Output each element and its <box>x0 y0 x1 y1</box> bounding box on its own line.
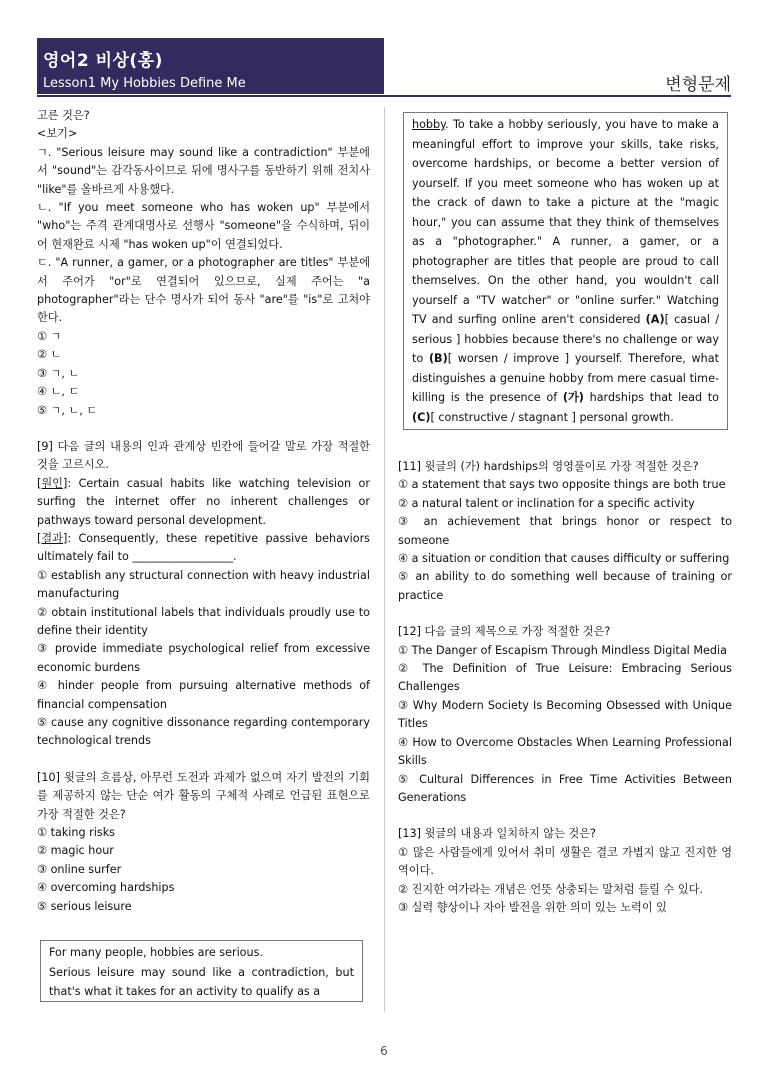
blank-a-choice: [ casual / serious ] hobbies because there's no challenge or way to <box>412 313 720 365</box>
q12-option: ④ How to Overcome Obstacles When Learning Professional Skills <box>398 735 732 768</box>
q9-option: ④ hinder people from pursuing alternative methods of financial compensation <box>37 679 370 711</box>
q8-option: ③ ㄱ, ㄴ <box>37 366 80 380</box>
bogi-label: <보기> <box>37 127 78 141</box>
passage-text: . To take a hobby seriously, you have to make a meaningful effort to improve your skills, take risks, overcome hardships, or become a better version of yourself. If you meet someone who has woken up at the crack of dawn to take a picture at the "magic hour," you can assume that they think of themselves as a "photographer." A runner, a gamer, or a photographer are titles that people are proud to call themselves. On the other hand, you wouldn't call yourself a "TV watcher" or "online surfer." Watching TV and surfing online aren't considered <box>412 118 719 326</box>
cause-label: [원인] <box>37 476 68 490</box>
result-text: : Consequently, these repetitive passive behaviors ultimately fail to __________________. <box>37 531 370 564</box>
q13-question: [13] 윗글의 내용과 일치하지 않는 것은? <box>398 827 596 841</box>
q9-question: [9] 다음 글의 내용의 인과 관계상 빈칸에 들어갈 말로 가장 적절한 것을 고르시오. <box>37 439 370 472</box>
blank-ga-label: (가) <box>562 391 584 404</box>
cause-text: : Certain casual habits like watching television or surfing the internet offer no inherent challenges or pathways toward personal development. <box>37 476 370 527</box>
q12-option: ② The Definition of True Leisure: Embracing Serious Challenges <box>398 662 732 694</box>
q13-option: ③ 실력 향상이나 자아 발전을 위한 의미 있는 노력이 있 <box>398 900 667 914</box>
textbook-title: 영어2 비상(홍) <box>43 51 163 71</box>
q12-option: ⑤ Cultural Differences in Free Time Activities Between Generations <box>398 772 732 804</box>
q11-question: [11] 윗글의 (가) hardships의 영영풀이로 가장 적절한 것은? <box>398 460 699 473</box>
q12-option: ③ Why Modern Society Is Becoming Obsessed with Unique Titles <box>398 698 732 731</box>
passage-text: hardships that lead to <box>583 391 720 404</box>
lesson-title: Lesson1 My Hobbies Define Me <box>43 76 246 91</box>
q12-option: ① The Danger of Escapism Through Mindless Digital Media <box>398 643 727 657</box>
q10-option: ③ online surfer <box>37 862 122 876</box>
passage-line: For many people, hobbies are serious. <box>49 946 263 959</box>
q8-option: ② ㄴ <box>37 348 62 362</box>
header-banner <box>37 38 384 94</box>
bogi-item: ㄴ. "If you meet someone who has woken up" 부분에서 "who"는 주격 관계대명사로 선행사 "someone"을 수식하며, 뒤이어 현재완료 시제 "has woken up"이 연결되었다. <box>37 201 370 251</box>
passage-line: Serious leisure may sound like a contradiction, but that's what it takes for an activity to qualify as a <box>49 965 354 998</box>
blank-c-label: (C) <box>412 410 431 424</box>
passage-word-hobby: hobby <box>412 118 446 131</box>
passage-box-continued <box>403 112 728 430</box>
q9-cause <box>37 475 370 530</box>
left-column <box>37 107 370 916</box>
q12-question: [12] 다음 글의 제목으로 가장 적절한 것은? <box>398 625 611 639</box>
q10-option: ① taking risks <box>37 826 116 840</box>
q10-question: [10] 윗글의 흐름상, 아무런 도전과 과제가 없으며 자기 발전의 기회를 제공하지 않는 단순 여가 활동의 구체적 사례로 언급된 표현으로 가장 적절한 것은? <box>37 770 370 821</box>
q10-option: ② magic hour <box>37 844 114 858</box>
bogi-item: ㄷ. "A runner, a gamer, or a photographer are titles" 부분에서 주어가 "or"로 연결되어 있으므로, 실제 주어는 "a photographer"라는 단수 명사가 되어 동사 "are"를 "is"로 고쳐야 한다. <box>37 256 370 325</box>
q8-option: ④ ㄴ, ㄷ <box>37 385 80 399</box>
q8-option: ① ㄱ <box>37 329 62 343</box>
q8-intro: 고른 것은? <box>37 109 90 122</box>
q10-option: ④ overcoming hardships <box>37 881 175 895</box>
q9-option: ② obtain institutional labels that individuals proudly use to define their identity <box>37 605 370 637</box>
q9-result <box>37 530 370 567</box>
blank-a-label: (A) <box>645 313 665 326</box>
q9-option: ③ provide immediate psychological relief from excessive economic burdens <box>37 642 370 674</box>
q13-option: ① 많은 사람들에게 있어서 취미 생활은 결코 가볍지 않고 진지한 영역이다. <box>398 845 732 878</box>
q9-option: ⑤ cause any cognitive dissonance regarding contemporary technological trends <box>37 716 370 748</box>
section-label: 변형문제 <box>665 75 731 95</box>
q11-option: ⑤ an ability to do something well because of training or practice <box>398 570 732 602</box>
blank-b-choice: [ worsen / improve ] yourself. Therefore, what distinguishes a genuine hobby from mere casual time-killing is the presence of <box>412 352 720 404</box>
q9-option: ① establish any structural connection with heavy industrial manufacturing <box>37 568 370 601</box>
q10-option: ⑤ serious leisure <box>37 899 132 913</box>
result-label: [결과] <box>37 531 68 545</box>
page-number: 6 <box>380 1044 388 1058</box>
q8-option: ⑤ ㄱ, ㄴ, ㄷ <box>37 403 98 417</box>
blank-c-choice: [ constructive / stagnant ] personal growth. <box>430 410 674 424</box>
right-column <box>398 458 732 917</box>
blank-b-label: (B) <box>428 352 448 365</box>
q11-option: ① a statement that says two opposite things are both true <box>398 478 726 492</box>
bogi-item: ㄱ. "Serious leisure may sound like a contradiction" 부분에서 "sound"는 감각동사이므로 뒤에 명사구를 동반하기 위해 전치사 "like"를 올바르게 사용했다. <box>37 145 370 196</box>
q11-option: ② a natural talent or inclination for a specific activity <box>398 496 695 510</box>
q13-option: ② 진지한 여가라는 개념은 언뜻 상충되는 말처럼 들릴 수 있다. <box>398 882 703 896</box>
passage-box-start <box>40 940 363 1002</box>
q11-option: ③ an achievement that brings honor or respect to someone <box>398 515 732 547</box>
column-divider <box>384 107 385 1012</box>
q11-option: ④ a situation or condition that causes difficulty or suffering <box>398 552 730 566</box>
header-divider <box>37 95 731 97</box>
